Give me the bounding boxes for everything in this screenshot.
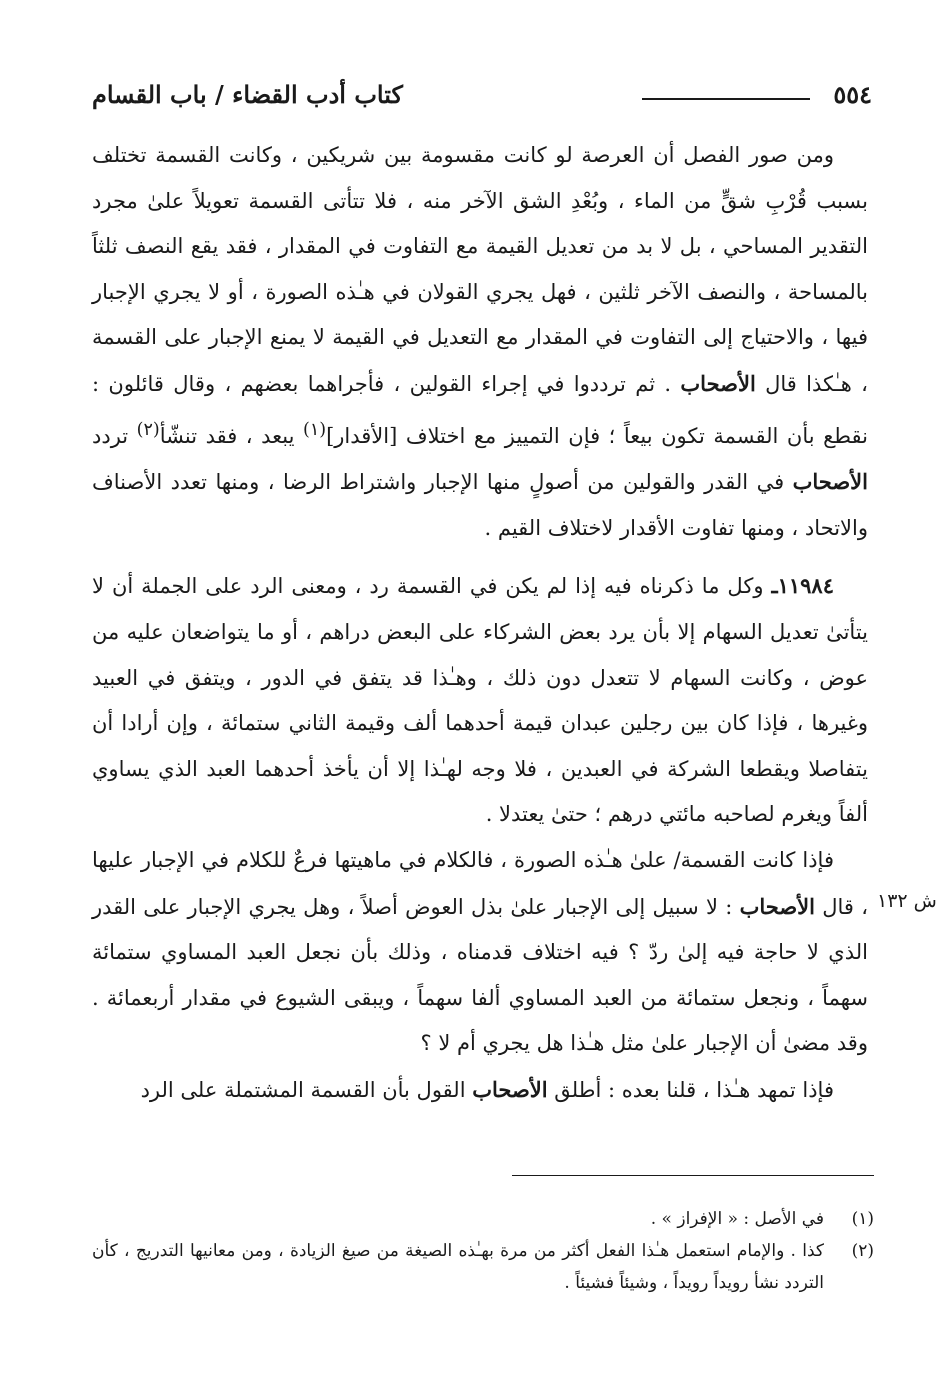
section-number: ١١٩٨٤ـ — [771, 573, 834, 599]
footnote-text: كذا . والإمام استعمل هـٰذا الفعل أكثر من مرة بهـٰذه الصيغة من صيغ الزيادة ، ومن معانيها التدريج ، كأن التردد نشأ رويداً رويداً ، وشيئاً فشيئاً . — [92, 1241, 824, 1293]
footnote-1 — [92, 1203, 874, 1235]
running-title: كتاب أدب القضاء / باب القسام — [92, 80, 403, 109]
footnote-ref-2: (٢) — [136, 419, 160, 440]
footnote-number: (١) — [851, 1209, 874, 1229]
footnotes — [92, 1203, 874, 1299]
bold-term: الأصحاب — [792, 469, 868, 495]
bold-term: الأصحاب — [680, 370, 756, 396]
page-header — [92, 76, 872, 116]
paragraph-4: فإذا تمهد هـٰذا ، قلنا بعده : أطلق الأصحاب القول بأن القسمة المشتملة على الرد — [140, 1076, 834, 1102]
footnote-rule — [512, 1175, 874, 1176]
page-number: ٥٥٤ — [833, 80, 872, 109]
bold-term: الأصحاب — [472, 1076, 548, 1102]
footnote-ref-1: (١) — [303, 419, 327, 440]
paragraph-1: ومن صور الفصل أن العرصة لو كانت مقسومة بين شريكين ، وكانت القسمة تختلف بسبب قُرْبِ شقٍّ من الماء ، وبُعْدِ الشق الآخر منه ، فلا تتأتى القسمة تعويلاً علىٰ مجرد التقدير المساحي ، بل لا بد من تعديل القيمة مع التفاوت في المقدار ، فقد يقع النصف ثلثاً بالمساحة ، والنصف الآخر ثلثين ، فهل يجري القولان في هـٰذه الصورة ، أو لا يجري الإجبار فيها ، والاحتياج إلى التفاوت في المقدار مع التعديل في القيمة لا يمنع الإجبار على القسمة ، هـٰكذا قال الأصحاب . ثم ترددوا في إجراء القولين ، فأجراهما بعضهم ، وقال قائلون : نقطع بأن القسمة تكون بيعاً ؛ فإن التمييز مع اختلاف [الأقدار]$^{(١)}$ يبعد ، فقد تنشّأ$^{(٢)}$ تردد الأصحاب في القدر والقولين من أصولٍ منها الإجبار واشتراط الرضا ، ومنها تعدد الأصناف والاتحاد ، ومنها تفاوت الأقدار لاختلاف القيم . — [92, 143, 868, 540]
main-text — [92, 133, 868, 1113]
manuscript-folio-note: ش ١٣٢ — [877, 890, 937, 912]
header-rule — [642, 98, 810, 100]
bold-term: الأصحاب — [739, 893, 815, 919]
footnote-number: (٢) — [851, 1241, 874, 1261]
paragraph-2: ١١٩٨٤ـ وكل ما ذكرناه فيه إذا لم يكن في القسمة رد ، ومعنى الرد على الجملة أن لا يتأتىٰ تعديل السهام إلا بأن يرد بعض الشركاء على البعض دراهم ، أو ما يتواضعان عليه من عوض ، وكانت السهام لا تتعدل دون ذلك ، وهـٰذا قد يتفق في الدور ، ويتفق في العبيد وغيرها ، فإذا كان بين رجلين عبدان قيمة أحدهما ألف وقيمة الثاني ستمائة ، وإن أرادا أن يتفاصلا ويقطعا الشركة في العبدين ، فلا وجه لهـٰذا إلا أن يأخذ أحدهما العبد الذي يساوي ألفاً ويغرم لصاحبه مائتي درهم ؛ حتىٰ يعتدلا . — [92, 573, 868, 827]
footnote-text: في الأصل : « الإفراز » . — [650, 1209, 824, 1229]
paragraph-3: فإذا كانت القسمة/ علىٰ هـٰذه الصورة ، فالكلام في ماهيتها فرعٌ للكلام في الإجبار عليها ، قال الأصحاب : لا سبيل إلى الإجبار علىٰ بذل العوض أصلاً ، وهل يجري الإجبار على القدر الذي لا حاجة فيه إلىٰ ردّ ؟ فيه اختلاف قدمناه ، وذلك بأن نجعل العبد المساوي ستمائة سهماً ، ونجعل ستمائة من العبد المساوي ألفا سهماً ، ويبقى الشيوع في مقدار أربعمائة . وقد مضىٰ أن الإجبار علىٰ مثل هـٰذا هل يجري أم لا ؟ — [92, 847, 868, 1056]
footnote-2 — [92, 1235, 874, 1299]
